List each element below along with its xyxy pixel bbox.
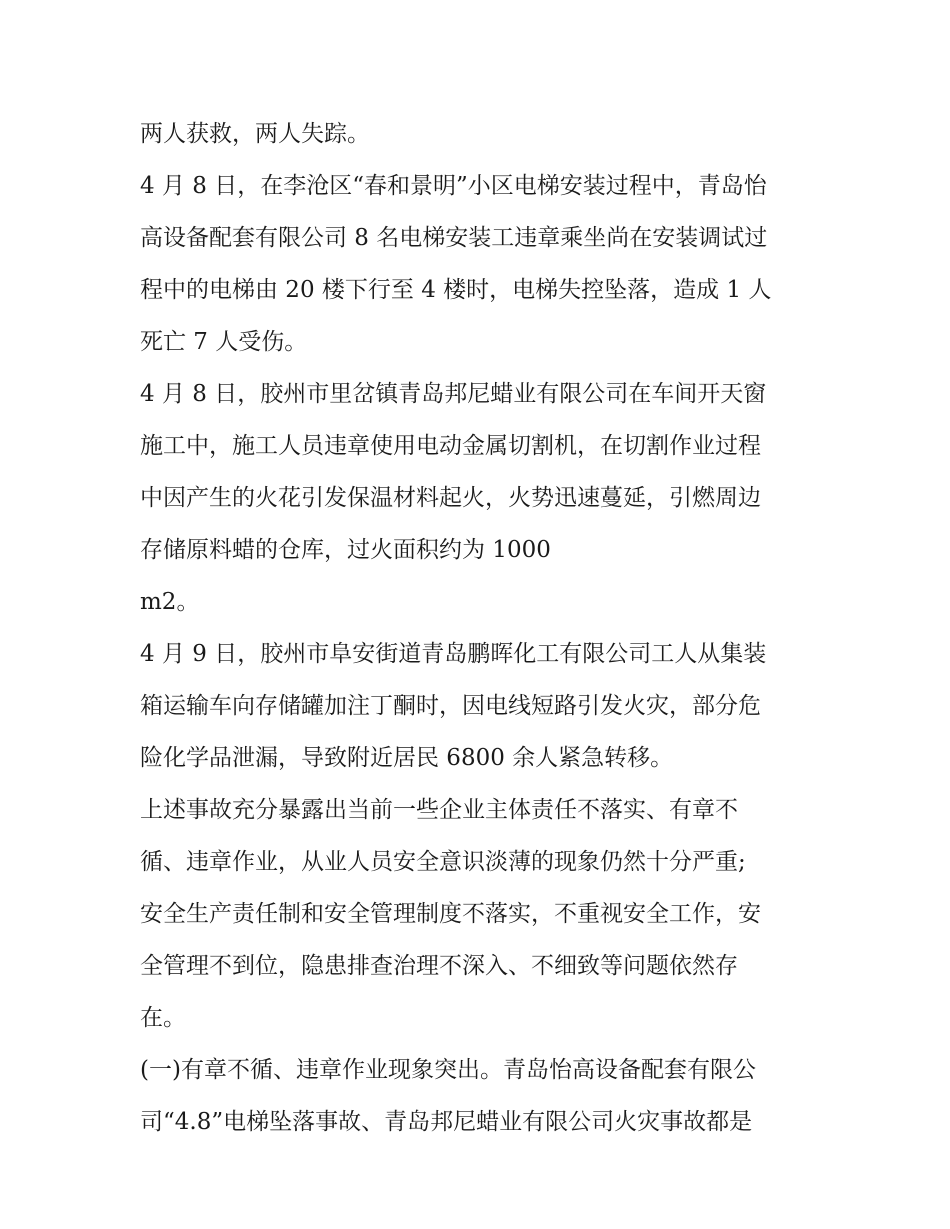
text-line: 4 月 9 日，胶州市阜安街道青岛鹏晖化工有限公司工人从集装 [140,641,767,667]
text-line: 上述事故充分暴露出当前一些企业主体责任不落实、有章不 [140,797,738,823]
text-line: 箱运输车向存储罐加注丁酮时，因电线短路引发火灾，部分危 [140,693,761,719]
text-line: m2。 [140,589,200,615]
text-line: 险化学品泄漏，导致附近居民 6800 余人紧急转移。 [140,745,674,771]
text-line: 4 月 8 日，胶州市里岔镇青岛邦尼蜡业有限公司在车间开天窗 [140,381,767,407]
text-line: 施工中，施工人员违章使用电动金属切割机，在切割作业过程 [140,433,761,459]
text-line: 司“4.8”电梯坠落事故、青岛邦尼蜡业有限公司火灾事故都是 [140,1109,753,1135]
text-line: 两人获救，两人失踪。 [140,121,370,147]
text-line: (一)有章不循、违章作业现象突出。青岛怡高设备配套有限公 [140,1057,756,1083]
text-line: 死亡 7 人受伤。 [140,329,308,355]
text-line: 循、违章作业，从业人员安全意识淡薄的现象仍然十分严重; [140,849,746,875]
text-line: 全管理不到位，隐患排查治理不深入、不细致等问题依然存 [140,953,738,979]
text-line: 4 月 8 日，在李沧区“春和景明”小区电梯安装过程中，青岛怡 [140,173,767,199]
document-body [140,108,820,1148]
text-line: 高设备配套有限公司 8 名电梯安装工违章乘坐尚在安装调试过 [140,225,768,251]
text-line: 程中的电梯由 20 楼下行至 4 楼时，电梯失控坠落，造成 1 人 [140,277,772,303]
text-line: 存储原料蜡的仓库，过火面积约为 1000 [140,537,551,563]
text-line: 安全生产责任制和安全管理制度不落实，不重视安全工作，安 [140,901,761,927]
text-line: 在。 [140,1005,186,1031]
text-line: 中因产生的火花引发保温材料起火，火势迅速蔓延，引燃周边 [140,485,761,511]
